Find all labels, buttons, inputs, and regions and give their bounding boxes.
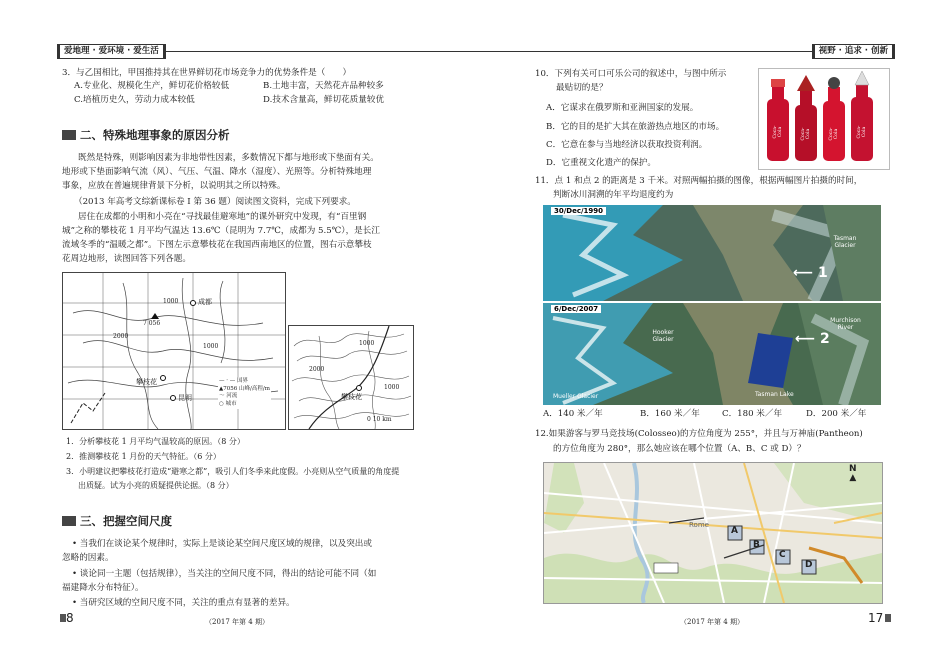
q10-option-c: C．它意在参与当地经济以获取投资利润。 bbox=[546, 140, 708, 150]
q3-stem: 3．与乙国相比，甲国推持其在世界鲜切花市场竞争力的优势条件是（ ） bbox=[62, 68, 352, 78]
q11-stem-cont: 判断冰川洞溯的年平均退度约为 bbox=[553, 190, 674, 200]
map-label-chengdu: 成都 bbox=[198, 298, 212, 306]
map-southwest-china bbox=[62, 272, 286, 430]
map-contour-label: 1000 bbox=[203, 343, 219, 350]
map-scale: 0 10 km bbox=[367, 416, 392, 423]
map-right-contour: 2000 bbox=[309, 366, 325, 373]
section2-para-line: 既然是特殊，则影响因素为非地带性因素，多数情况下都与地形或下垫面有关。 bbox=[78, 153, 379, 163]
left-footer: （2017 年第 4 期） bbox=[205, 618, 269, 626]
tasman-glacier-label: Tasman Glacier bbox=[833, 235, 857, 249]
section2-story-line: 流域冬季的“温暖之都”。下图左示意攀枝花在我国西南地区的位置，图右示意攀枝 bbox=[62, 240, 372, 250]
north-arrow-icon: N ▲ bbox=[849, 464, 857, 483]
question-2: 2．推测攀枝花 1 月份的天气特征。（6 分） bbox=[66, 452, 221, 461]
marker-c: C bbox=[779, 550, 786, 560]
bottle-label: Coca-Cola bbox=[857, 125, 867, 139]
q12-stem-cont: 的方位角度为 280°，那么她应该在哪个位置（A、B、C 或 D）？ bbox=[553, 444, 806, 454]
q11-option-b: B．160 米／年 bbox=[640, 409, 700, 419]
point-2-marker: ⟵ 2 bbox=[795, 331, 830, 347]
q11-option-d: D．200 米／年 bbox=[806, 409, 867, 419]
map-label-kunming: 昆明 bbox=[178, 394, 192, 402]
q11-stem: 11．点 1 和点 2 的距离是 3 千米。对照两幅拍摄的图像，根据两幅图片拍摄的时间， bbox=[535, 176, 863, 186]
map-contour-label: 2000 bbox=[113, 333, 129, 340]
mueller-glacier-label: Mueller Glacier bbox=[553, 393, 599, 400]
bottle-label: Coca-Cola bbox=[829, 127, 839, 141]
section3-heading: 三、把握空间尺度 bbox=[62, 513, 172, 529]
point-1-marker: ⟵ 1 bbox=[793, 265, 828, 281]
section3-bullet: • 谈论同一主题（包括规律），当关注的空间尺度不同，得出的结论可能不同（如 bbox=[72, 569, 377, 579]
section3-bullet: • 当研究区域的空间尺度不同，关注的重点有显著的差异。 bbox=[72, 598, 295, 608]
question-3: 3．小明建议把攀枝花打造成“避寒之都”，吸引人们冬季来此度假。小亮则从空气质量的角度提 bbox=[66, 467, 400, 476]
right-footer: （2017 年第 4 期） bbox=[680, 618, 744, 626]
map-legend: — · — 国界 ▲7056 山峰/高程/m ～ 河流 ○ 城市 bbox=[218, 377, 271, 409]
satellite-image-1990 bbox=[543, 205, 881, 301]
marker-b: B bbox=[753, 540, 760, 550]
q11-option-a: A．140 米／年 bbox=[543, 409, 603, 419]
q10-option-b: B．它的目的是扩大其在旅游热点地区的市场。 bbox=[546, 122, 725, 132]
section2-story-line: 居住在成都的小明和小亮在“寻找最佳避寒地”的课外研究中发现，有“百里钢 bbox=[78, 212, 367, 222]
question-3-cont: 出质疑。试为小亮的质疑提供论据。（8 分） bbox=[78, 481, 234, 490]
bottle-label: Coca-Cola bbox=[801, 127, 811, 141]
header-rule bbox=[57, 51, 895, 52]
question-1: 1．分析攀枝花 1 月平均气温较高的原因。（8 分） bbox=[66, 437, 245, 446]
q3-option-b: B.土地丰富，天然花卉品种较多 bbox=[263, 81, 384, 91]
bottle-label: Coca-Cola bbox=[773, 125, 783, 139]
q3-option-d: D.技术含量高，鲜切花质量较优 bbox=[263, 95, 385, 105]
date-label-2007: 6/Dec/2007 bbox=[551, 305, 601, 313]
map-label-peak: 7 056 bbox=[143, 320, 161, 327]
rome-map bbox=[543, 462, 883, 604]
q10-stem-cont: 最贴切的是？ bbox=[556, 83, 608, 93]
map-label-panzhihua: 攀枝花 bbox=[136, 378, 157, 386]
map-label-panzhihua-right: 攀枝花 bbox=[341, 393, 362, 401]
section2-story-line: 城”之称的攀枝花 1 月平均气温达 13.6℃（昆明为 7.7℃，成都为 5.5℃），是长江 bbox=[62, 226, 380, 236]
q10-option-a: A．它谋求在俄罗斯和亚洲国家的发展。 bbox=[546, 103, 699, 113]
section3-bullet: • 当我们在谈论某个规律时，实际上是谈论某空间尺度区域的规律，以及突出或 bbox=[72, 539, 372, 549]
map-right-contour: 1000 bbox=[359, 340, 375, 347]
section2-heading: 二、特殊地理事象的原因分析 bbox=[62, 127, 230, 143]
marker-d: D bbox=[805, 560, 813, 570]
hooker-glacier-label: Hooker Glacier bbox=[652, 329, 674, 343]
section3-bullet-cont: 福建降水分布特征）。 bbox=[62, 583, 144, 593]
murchison-river-label: Murchison River bbox=[830, 317, 861, 331]
right-header-tag: 视野 · 追求 · 创新 bbox=[812, 44, 895, 59]
map-panzhihua-terrain bbox=[288, 325, 414, 430]
section3-bullet-cont: 忽略的因素。 bbox=[62, 553, 114, 563]
map-right-contour: 1000 bbox=[384, 384, 400, 391]
left-header-tag: 爱地理 · 爱环境 · 爱生活 bbox=[57, 44, 166, 59]
q12-stem: 12.如果游客与罗马竞技场(Colosseo)的方位角度为 255°，并且与万神庙(Pantheon) bbox=[535, 429, 863, 439]
right-page-number: 17 bbox=[868, 611, 891, 625]
coca-cola-bottles-photo bbox=[758, 68, 890, 170]
section2-para-line: 事象，应放在普遍规律背景下分析，以说明其之所以特殊。 bbox=[62, 181, 286, 191]
map-label-rome: Rome bbox=[689, 521, 709, 529]
left-page-number: 8 bbox=[60, 611, 74, 625]
q3-option-a: A.专业化、规模化生产，鲜切花价格较低 bbox=[74, 81, 230, 91]
tasman-lake-label: Tasman Lake bbox=[755, 391, 794, 398]
q3-option-c: C.培植历史久，劳动力成本较低 bbox=[74, 95, 195, 105]
marker-a: A bbox=[731, 526, 738, 536]
q10-stem: 10．下列有关可口可乐公司的叙述中，与图中所示 bbox=[535, 69, 727, 79]
section2-story-line: 花周边地形，读图回答下列各题。 bbox=[62, 254, 191, 264]
section2-source: （2013 年高考文综新课标卷 Ⅰ 第 36 题）阅读图文资料，完成下列要求。 bbox=[74, 197, 356, 207]
q11-option-c: C．180 米／年 bbox=[722, 409, 783, 419]
map-contour-label: 1000 bbox=[163, 298, 179, 305]
section2-para-line: 地形或下垫面影响气流（风）、气压、气温、降水（湿度）、光照等。分析特殊地理 bbox=[62, 167, 372, 177]
satellite-image-2007 bbox=[543, 303, 881, 405]
date-label-1990: 30/Dec/1990 bbox=[551, 207, 606, 215]
q10-option-d: D．它重视文化遗产的保护。 bbox=[546, 158, 657, 168]
